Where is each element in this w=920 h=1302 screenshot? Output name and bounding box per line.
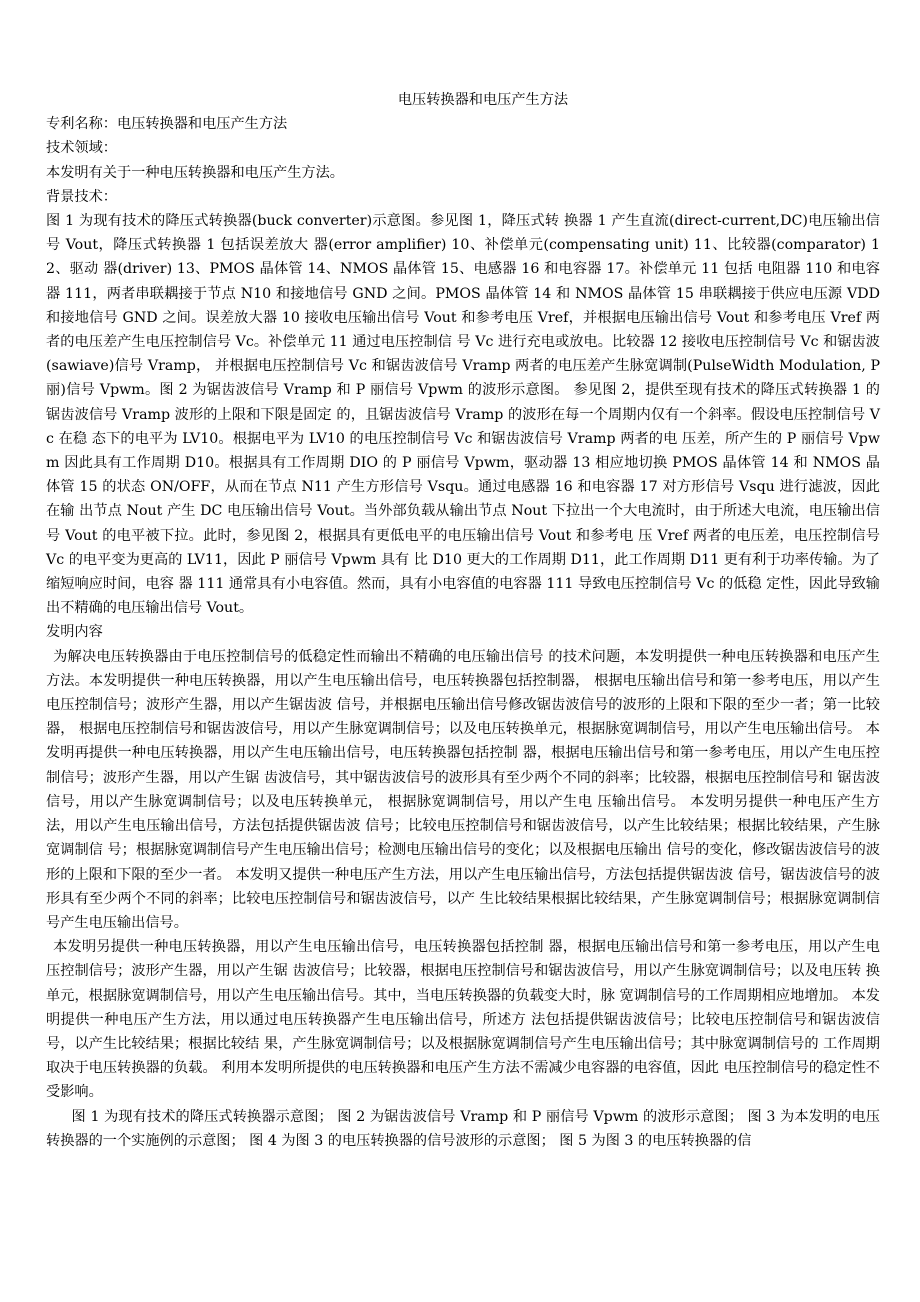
- patent-name: 专利名称：电压转换器和电压产生方法: [46, 116, 288, 133]
- figures-paragraph: 图 1 为现有技术的降压式转换器示意图； 图 2 为锯齿波信号 Vramp 和 P 丽信号 Vpwm 的波形示意图； 图 3 为本发明的电压转换器的一个实施例的示意图； 图 4 为图 3 的电压转换器的信号波形的示意图； 图 5 为图 3 的电压转换器的信: [46, 1108, 880, 1149]
- field-text: 本发明有关于一种电压转换器和电压产生方法。: [46, 164, 344, 181]
- document-title: 电压转换器和电压产生方法: [397, 92, 569, 108]
- section-heading-field: 技术领域：: [46, 140, 117, 157]
- section-heading-invention: 发明内容: [46, 624, 103, 641]
- invention-paragraph-2: 本发明另提供一种电压转换器，用以产生电压输出信号，电压转换器包括控制 器，根据电压输出信号和第一参考电压，用以产生电压控制信号；波形产生器，用以产生锯 齿波信号；比较器，根据电压控制信号和锯齿波信号，用以产生脉宽调制信号；以及电压转 换单元，根据脉宽调制信号，用以产生电压输出信号。其中，当电压转换器的负载变大时，脉 宽调制信号的工作周期相应地增加。 本发明提供一种电压产生方法，用以通过电压转换器产生电压输出信号，所述方 法包括提供锯齿波信号；比较电压控制信号和锯齿波信号，以产生比较结果；根据比较结 果，产生脉宽调制信号；以及根据脉宽调制信号产生电压输出信号；其中脉宽调制信号的 工作周期取决于电压转换器的负载。 利用本发明所提供的电压转换器和电压产生方法不需减少电容器的电容值，因此 电压控制信号的稳定性不受影响。: [46, 939, 880, 1101]
- background-paragraph: 图 1 为现有技术的降压式转换器(buck converter)示意图。参见图 1，降压式转 换器 1 产生直流(direct-current,DC)电压输出信号 Vout，降压式转换器 1 包括误差放大 器(error amplifier) 10、补偿单元(compensating unit) 11、比较器(comparator) 12、驱动 器(driver) 13、PMOS 晶体管 14、NMOS 晶体管 15、电感器 16 和电容器 17。补偿单元 11 包括 电阻器 110 和电容器 111，两者串联耦接于节点 N10 和接地信号 GND 之间。PMOS 晶体管 14 和 NMOS 晶体管 15 串联耦接于供应电压源 VDD 和接地信号 GND 之间。误差放大器 10 接收电压输出信号 Vout 和参考电压 Vref，并根据电压输出信号 Vout 和参考电压 Vref 两者的电压差产生电压控制信号 Vc。补偿单元 11 通过电压控制信 号 Vc 进行充电或放电。比较器 12 接收电压控制信号 Vc 和锯齿波(sawiave)信号 Vramp， 并根据电压控制信号 Vc 和锯齿波信号 Vramp 两者的电压差产生脉宽调制(PulseWidth Modulation, P 丽)信号 Vpwm。图 2 为锯齿波信号 Vramp 和 P 丽信号 Vpwm 的波形示意图。 参见图 2，提供至现有技术的降压式转换器 1 的锯齿波信号 Vramp 波形的上限和下限是固定 的，且锯齿波信号 Vramp 的波形在每一个周期内仅有一个斜率。假设电压控制信号 Vc 在稳 态下的电平为 LV10。根据电平为 LV10 的电压控制信号 Vc 和锯齿波信号 Vramp 两者的电 压差，所产生的 P 丽信号 Vpwm 因此具有工作周期 D10。根据具有工作周期 DIO 的 P 丽信号 Vpwm，驱动器 13 相应地切换 PMOS 晶体管 14 和 NMOS 晶体管 15 的状态 ON/OFF，从而在节点 N11 产生方形信号 Vsqu。通过电感器 16 和电容器 17 对方形信号 Vsqu 进行滤波，因此在输 出节点 Nout 产生 DC 电压输出信号 Vout。当外部负载从输出节点 Nout 下拉出一个大电流时，由于所述大电流，电压输出信 号 Vout 的电平被下拉。此时，参见图 2，根据具有更低电平的电压输出信号 Vout 和参考电 压 Vref 两者的电压差，电压控制信号 Vc 的电平变为更高的 LV11，因此 P 丽信号 Vpwm 具有 比 D10 更大的工作周期 D11，此工作周期 D11 更有利于功率传输。为了缩短响应时间，电容 器 111 通常具有小电容值。然而，具有小电容值的电容器 111 导致电压控制信号 Vc 的低稳 定性，因此导致输出不精确的电压输出信号 Vout。: [46, 213, 881, 617]
- invention-paragraph-1: 为解决电压转换器由于电压控制信号的低稳定性而输出不精确的电压输出信号 的技术问题，本发明提供一种电压转换器和电压产生方法。本发明提供一种电压转换器，用以产生电压输出信号，电压转换器包括控制器， 根据电压输出信号和第一参考电压，用以产生电压控制信号；波形产生器，用以产生锯齿波 信号，并根据电压输出信号修改锯齿波信号的波形的上限和下限的至少一者；第一比较器， 根据电压控制信号和锯齿波信号，用以产生脉宽调制信号；以及电压转换单元，根据脉宽调制信号，用以产生电压输出信号。 本发明再提供一种电压转换器，用以产生电压输出信号，电压转换器包括控制 器，根据电压输出信号和第一参考电压，用以产生电压控制信号；波形产生器，用以产生锯 齿波信号，其中锯齿波信号的波形具有至少两个不同的斜率；比较器，根据电压控制信号和 锯齿波信号，用以产生脉宽调制信号；以及电压转换单元， 根据脉宽调制信号，用以产生电 压输出信号。 本发明另提供一种电压产生方法，用以产生电压输出信号，方法包括提供锯齿波 信号；比较电压控制信号和锯齿波信号，以产生比较结果；根据比较结果，产生脉宽调制信 号；根据脉宽调制信号产生电压输出信号；检测电压输出信号的变化；以及根据电压输出 信号的变化，修改锯齿波信号的波形的上限和下限的至少一者。 本发明又提供一种电压产生方法，用以产生电压输出信号，方法包括提供锯齿波 信号，锯齿波信号的波形具有至少两个不同的斜率；比较电压控制信号和锯齿波信号，以产 生比较结果根据比较结果，产生脉宽调制信号；根据脉宽调制信号产生电压输出信号。: [46, 648, 880, 931]
- document-page: [46, 88, 880, 1153]
- section-heading-background: 背景技术：: [46, 188, 117, 205]
